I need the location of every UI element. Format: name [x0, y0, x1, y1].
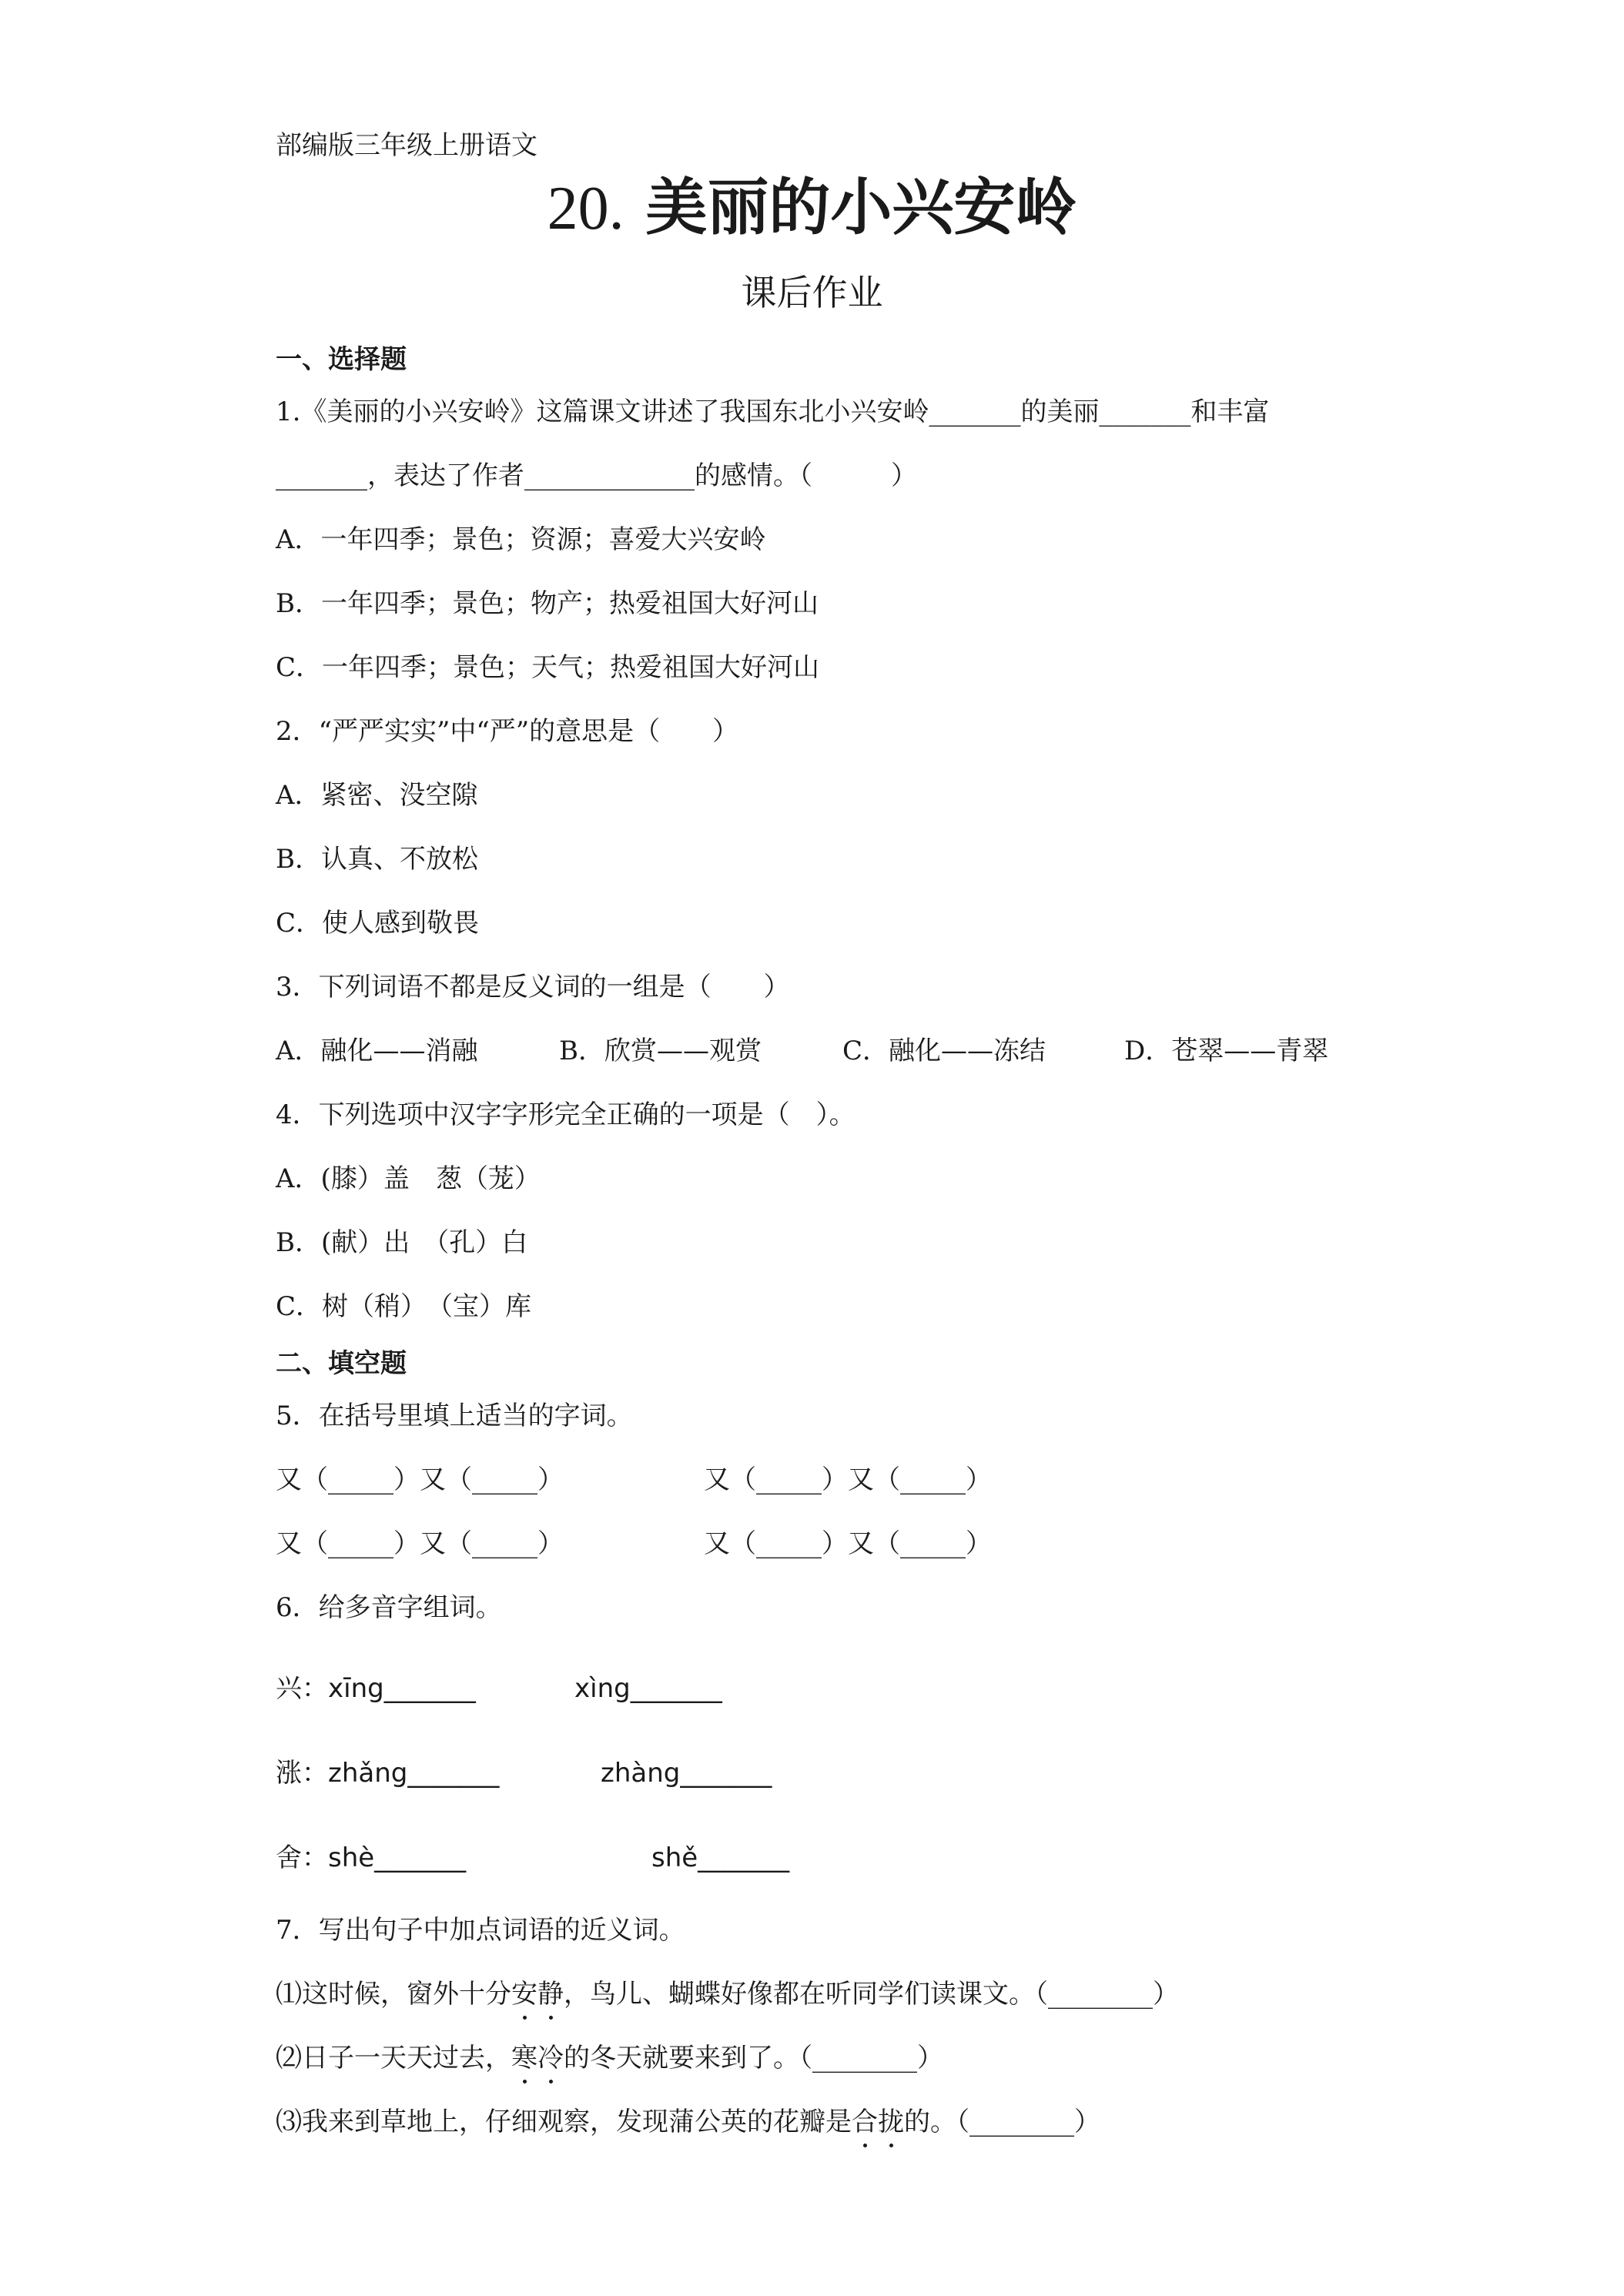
q7-sentence-1 [276, 1976, 1179, 2012]
q7-s2-post: 的冬天就要来到了。（________） [564, 2043, 943, 2073]
section-heading-fill: 二、填空题 [276, 1348, 407, 1379]
q7-s2-pre: ⑵日子一天天过去， [276, 2043, 511, 2073]
q6-stem: 6．给多音字组词。 [276, 1592, 502, 1623]
q7-s1-dotted-char-2: 静 [537, 1976, 564, 2012]
q1-option-a: A．一年四季；景色；资源；喜爱大兴安岭 [276, 524, 766, 555]
q5-blank-2: 又（_____）又（_____） [704, 1464, 992, 1495]
q7-stem: 7．写出句子中加点词语的近义词。 [276, 1915, 685, 1946]
q7-s3-pre: ⑶我来到草地上，仔细观察，发现蒲公英的花瓣是 [276, 2107, 852, 2137]
q6-pinyin-she2: shě_______ [651, 1842, 790, 1873]
q6-char-zhang: 涨： [276, 1758, 328, 1789]
q7-s1-dotted-char-1: 安 [511, 1976, 537, 2012]
lesson-name: 美丽的小兴安岭 [645, 172, 1077, 243]
q6-pinyin-zhang2: zhàng_______ [601, 1758, 772, 1789]
q3-option-c: C．融化——冻结 [842, 1036, 1046, 1066]
q2-option-c: C．使人感到敬畏 [276, 908, 480, 939]
lesson-number: 20. [547, 175, 624, 243]
q2-option-a: A．紧密、没空隙 [276, 780, 478, 811]
q1-option-c: C．一年四季；景色；天气；热爱祖国大好河山 [276, 652, 820, 683]
q6-char-xing: 兴： [276, 1673, 328, 1704]
q7-s3-post: 的。（________） [904, 2107, 1100, 2137]
q6-char-she: 舍： [276, 1842, 328, 1873]
q3-option-d: D．苍翠——青翠 [1124, 1036, 1329, 1066]
q2-stem: 2．“严严实实”中“严”的意思是（ ） [276, 716, 739, 747]
q7-s3-dotted-char-2: 拢 [878, 2104, 904, 2140]
q4-option-a: A．(膝）盖 葱（茏） [276, 1163, 541, 1194]
q5-blank-1: 又（_____）又（_____） [276, 1464, 564, 1495]
q7-s1-pre: ⑴这时候，窗外十分 [276, 1979, 511, 2010]
q6-pinyin-xing2: xìng_______ [574, 1673, 722, 1704]
q5-blank-4: 又（_____）又（_____） [704, 1528, 992, 1559]
q5-stem: 5．在括号里填上适当的字词。 [276, 1401, 633, 1431]
q6-pinyin-she1: shè_______ [328, 1842, 467, 1873]
q4-stem: 4．下列选项中汉字字形完全正确的一项是（ ）。 [276, 1099, 856, 1130]
q7-sentence-2 [276, 2040, 943, 2076]
q1-stem-line2: _______，表达了作者_____________的感情。（ ） [276, 460, 917, 491]
q3-stem: 3．下列词语不都是反义词的一组是（ ） [276, 972, 790, 1002]
lesson-title [0, 169, 1624, 247]
q6-pinyin-zhang1: zhǎng_______ [328, 1758, 500, 1789]
q7-s3-dotted-char-1: 合 [852, 2104, 878, 2140]
q4-option-b: B．(献）出 （孔）白 [276, 1227, 528, 1258]
q3-option-a: A．融化——消融 [276, 1036, 478, 1066]
q7-s1-post: ，鸟儿、蝴蝶好像都在听同学们读课文。（________） [564, 1979, 1179, 2010]
q7-s2-dotted-char-2: 冷 [537, 2040, 564, 2076]
q1-option-b: B．一年四季；景色；物产；热爱祖国大好河山 [276, 588, 819, 619]
q4-option-c: C．树（稍） （宝）库 [276, 1291, 532, 1322]
series-label: 部编版三年级上册语文 [276, 130, 537, 161]
worksheet-subtitle: 课后作业 [741, 272, 883, 313]
q6-pinyin-xing1: xīng_______ [328, 1673, 476, 1704]
q7-s2-dotted-char-1: 寒 [511, 2040, 537, 2076]
q7-sentence-3 [276, 2104, 1100, 2140]
q3-option-b: B．欣赏——观赏 [559, 1036, 762, 1066]
section-heading-choice: 一、选择题 [276, 344, 407, 375]
q2-option-b: B．认真、不放松 [276, 844, 478, 875]
q1-stem-line1: 1.《美丽的小兴安岭》这篇课文讲述了我国东北小兴安岭_______的美丽_______和丰富 [276, 397, 1270, 427]
q5-blank-3: 又（_____）又（_____） [276, 1528, 564, 1559]
